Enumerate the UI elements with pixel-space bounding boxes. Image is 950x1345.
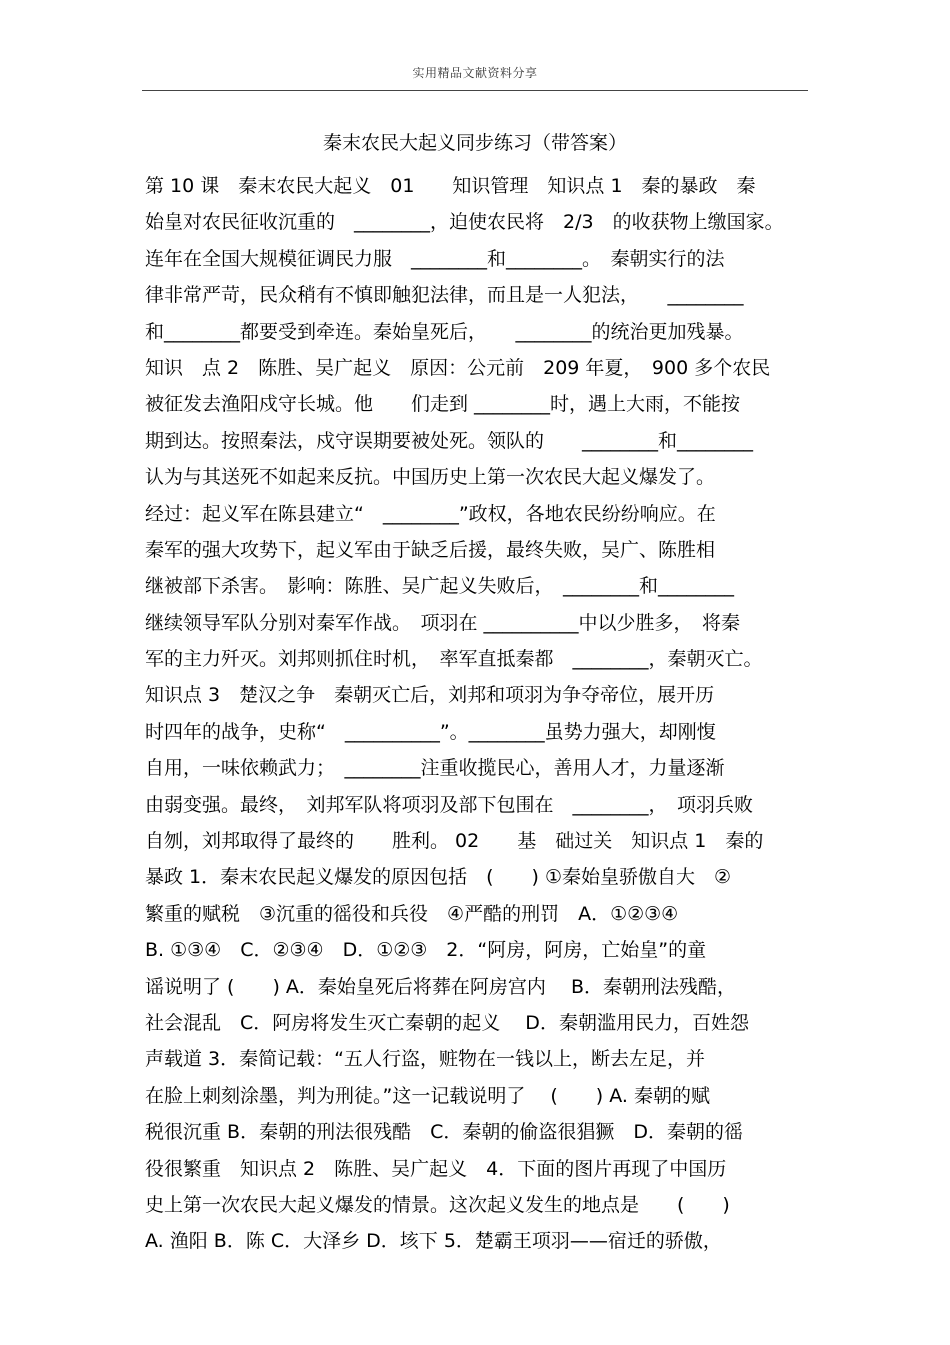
- body-line: 被征发去渔阳戍守长城。他 们走到 ________时，遇上大雨，不能按: [145, 393, 741, 416]
- body-line: 暴政 1．秦末农民起义爆发的原因包括 ( ) ①秦始皇骄傲自大 ②: [145, 866, 732, 889]
- body-line: 律非常严苛，民众稍有不慎即触犯法律，而且是一人犯法， ________: [145, 284, 744, 307]
- body-line: 税很沉重 B．秦朝的刑法很残酷 C．秦朝的偷盗很猖獗 D．秦朝的徭: [145, 1121, 743, 1144]
- body-line: 在脸上刺刻涂墨，判为刑徒。”这一记载说明了 ( ) A. 秦朝的赋: [145, 1084, 710, 1107]
- body-line: 知识点 3 楚汉之争 秦朝灭亡后，刘邦和项羽为争夺帝位，展开历: [145, 684, 715, 707]
- body-line: 始皇对农民征收沉重的 ________，迫使农民将 2/3 的收获物上缴国家。: [145, 211, 784, 234]
- body-line: 连年在全国大规模征调民力服 ________和________。 秦朝实行的法: [145, 247, 725, 270]
- body-line: 由弱变强。最终， 刘邦军队将项羽及部下包围在 ________， 项羽兵败: [145, 793, 754, 816]
- body-line: 和________都要受到牵连。秦始皇死后， ________的统治更加残暴。: [145, 320, 744, 343]
- body-line: 谣说明了 ( ) A．秦始皇死后将葬在阿房宫内 B．秦朝刑法残酷，: [145, 975, 736, 998]
- body-line: A. 渔阳 B．陈 C．大泽乡 D．垓下 5．楚霸王项羽——宿迁的骄傲，: [145, 1230, 722, 1253]
- body-line: 自用，一味依赖武力； ________注重收揽民心，善用人才，力量逐渐: [145, 757, 725, 780]
- body-line: 期到达。按照秦法，戍守误期要被处死。领队的 ________和________: [145, 429, 754, 452]
- body-line: 社会混乱 C．阿房将发生灭亡秦朝的起义 D．秦朝滥用民力，百姓怨: [145, 1011, 749, 1034]
- body-line: 繁重的赋税 ③沉重的徭役和兵役 ④严酷的刑罚 A．①②③④: [145, 902, 679, 925]
- header-divider: [142, 90, 808, 91]
- body-line: B. ①③④ C．②③④ D．①②③ 2．“阿房，阿房，亡始皇”的童: [145, 939, 707, 962]
- body-line: 经过：起义军在陈县建立“ ________”政权，各地农民纷纷响应。在: [145, 502, 716, 525]
- body-line: 知识 点 2 陈胜、吴广起义 原因：公元前 209 年夏， 900 多个农民: [145, 356, 771, 379]
- document-body: [145, 168, 815, 1260]
- page-header: 实用精品文献资料分享: [412, 66, 538, 80]
- body-line: 自刎，刘邦取得了最终的 胜利。 02 基 础过关 知识点 1 秦的: [145, 830, 764, 853]
- body-line: 秦军的强大攻势下，起义军由于缺乏后援，最终失败，吴广、陈胜相: [145, 538, 716, 561]
- body-line: 史上第一次农民大起义爆发的情景。这次起义发生的地点是 ( ): [145, 1193, 730, 1216]
- body-line: 第 10 课 秦末农民大起义 01 知识管理 知识点 1 秦的暴政 秦: [145, 175, 756, 197]
- body-line: 声载道 3．秦简记载：“五人行盗，赃物在一钱以上，断去左足，并: [145, 1048, 705, 1071]
- body-line: 时四年的战争，史称“ __________”。________虽势力强大，却刚愎: [145, 720, 716, 743]
- body-line: 继续领导军队分别对秦军作战。 项羽在 __________中以少胜多， 将秦: [145, 611, 741, 634]
- body-line: 认为与其送死不如起来反抗。中国历史上第一次农民大起义爆发了。: [145, 466, 716, 489]
- body-line: 继被部下杀害。 影响：陈胜、吴广起义失败后， ________和________: [145, 575, 735, 598]
- body-line: 军的主力歼灭。刘邦则抓住时机， 率军直抵秦都 ________，秦朝灭亡。: [145, 648, 763, 671]
- document-title: 秦末农民大起义同步练习（带答案）: [322, 132, 627, 154]
- body-line: 役很繁重 知识点 2 陈胜、吴广起义 4．下面的图片再现了中国历: [145, 1157, 727, 1180]
